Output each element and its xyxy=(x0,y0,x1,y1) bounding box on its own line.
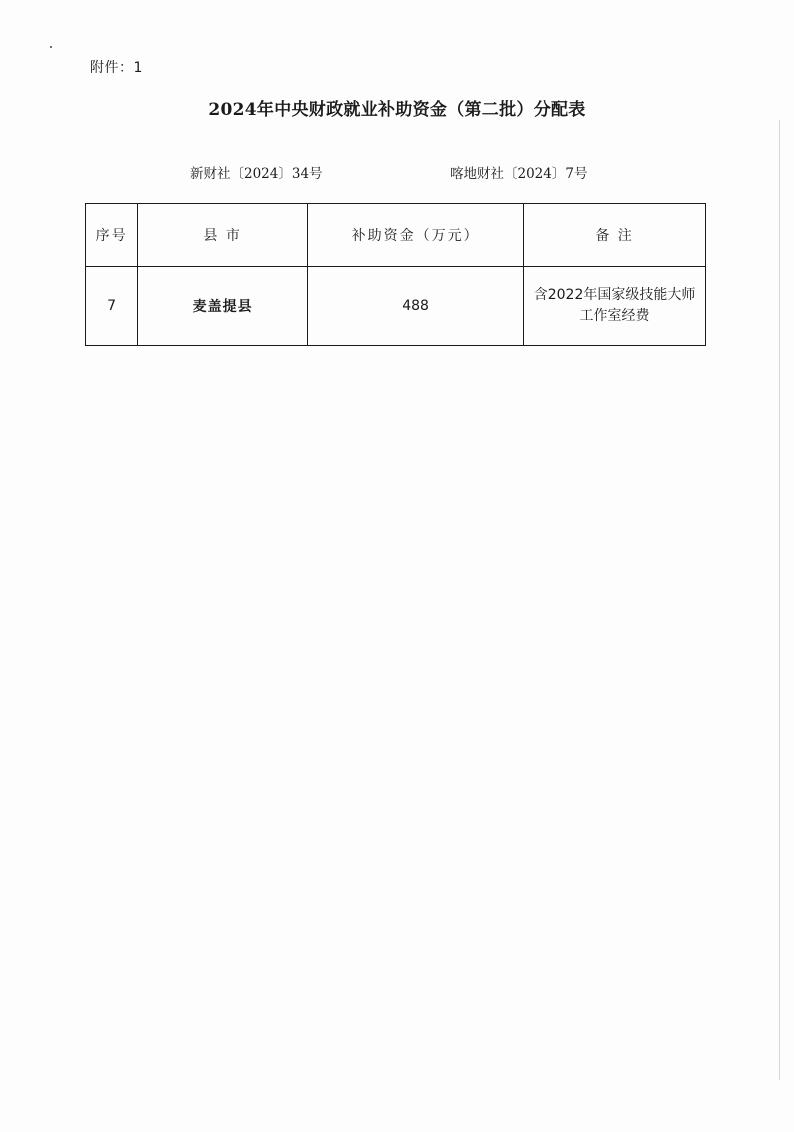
cell-remark xyxy=(524,267,706,346)
document-number-right: 喀地财社〔2024〕7号 xyxy=(450,166,588,182)
cell-county: 麦盖提县 xyxy=(138,267,308,346)
cell-seq: 7 xyxy=(86,267,138,346)
remark-line-1: 含2022年国家级技能大师 xyxy=(533,287,696,303)
document-number-left: 新财社〔2024〕34号 xyxy=(190,166,323,182)
scan-edge xyxy=(779,120,780,1080)
attachment-label: 附件：1 xyxy=(90,60,143,76)
header-amount: 补助资金（万元） xyxy=(308,204,524,267)
page-title: 2024年中央财政就业补助资金（第二批）分配表 xyxy=(208,100,586,120)
remark-line-2: 工作室经费 xyxy=(579,308,650,324)
cell-amount: 488 xyxy=(308,267,524,346)
table-row xyxy=(86,267,706,346)
table-header-row xyxy=(86,204,706,267)
allocation-table xyxy=(85,203,706,346)
header-seq: 序号 xyxy=(86,204,138,267)
header-remark: 备 注 xyxy=(524,204,706,267)
header-county: 县 市 xyxy=(138,204,308,267)
scan-speck xyxy=(50,46,52,48)
